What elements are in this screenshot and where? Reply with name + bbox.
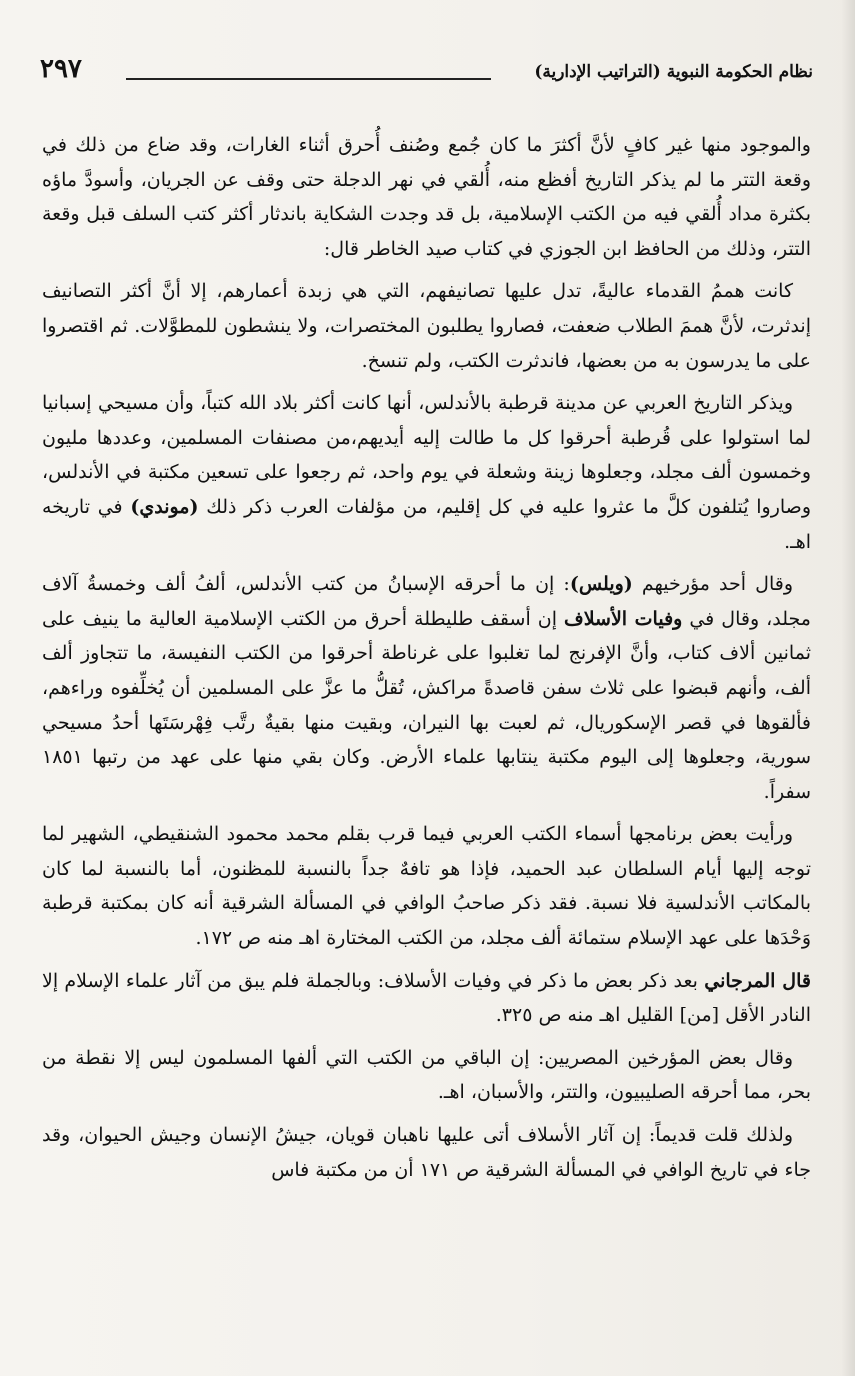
paragraph-text: : إن ما أحرقه الإسبانُ من كتب الأندلس، ألفُ ألف وخمسةُ آلاف مجلد، وقال في [42,573,811,630]
paragraph-text: كانت هممُ القدماء عاليةً، تدل عليها تصانيفهم، التي هي زبدة أعمارهم، إلا أنَّ أكثر التصانيف إندثرت، لأنَّ هممَ الطلاب ضعفت، فصاروا يطلبون المختصرات، ولا ينشطون للمطوَّلات. ثم اقتصروا على ما يدرسون به من بعضها، فاندثرت الكتب، ولم تنسخ. [42,280,811,372]
paragraph-3 [42,386,811,559]
running-title: نظام الحكومة النبوية (التراتيب الإدارية) [534,62,813,82]
paragraph-text: وقال بعض المؤرخين المصريين: إن الباقي من الكتب التي ألفها المسلمون ليس إلا نقطة من بحر، مما أحرقه الصليبيون، والتتر، والأسبان، اهـ. [42,1046,811,1104]
author-name-bold: قال المرجاني [704,969,811,992]
paragraph-5 [42,817,811,955]
paragraph-8 [42,1118,811,1187]
book-title-bold: وفيات الأسلاف [564,607,683,630]
paragraph-text: ويذكر التاريخ العربي عن مدينة قرطبة بالأندلس، أنها كانت أكثر بلاد الله كتباً، وأن مسيحي إسبانيا لما استولوا على قُرطبة أحرقوا كل ما طالت إليه أيديهم،من مصنفات المسلمين، وعددها مليون وخمسون ألف مجلد، وجعلوها زينة وشعلة في يوم واحد، ثم رجعوا على تسعين مكتبة في الأندلس، وصاروا يُتلفون كلَّ ما عثروا عليه في كل إقليم، من مؤلفات العرب ذكر ذلك [42,392,811,518]
paragraph-2 [42,274,811,378]
paragraph-text: وقال أحد مؤرخيهم [632,573,793,596]
page-header [40,52,813,92]
page-number: ٢٩٧ [40,54,82,84]
paragraph-text: إن أسقف طليطلة أحرق من الكتب الإسلامية العالية ما ينيف على ثمانين ألاف كتاب، وأنَّ الإفرنج لما تغلبوا على غرناطة أحرقوا من الكتب النفيسة، ما تتجاوز ألف ألف، وأنهم قبضوا على ثلاث سفن قاصدةً مراكش، تُقلُّ ما عزَّ على المسلمين أن يُخلِّفوه وراءهم، فألقوها في قصر الإسكوريال، ثم لعبت بها النيران، وبقيت منها بقيةٌ رتَّب فِهْرسَتَها أحدُ مسيحي سورية، وجعلوها إلى اليوم مكتبة ينتابها علماء الأرض. وكان بقي منها على عهد من رتبها ١٨٥١ سفراً. [42,607,811,803]
paragraph-1 [42,128,811,266]
paragraph-text: والموجود منها غير كافٍ لأنَّ أكثرَ ما كان جُمع وصُنف أُحرق أثناء الغارات، وقد ضاع من ذلك في وقعة التتر ما لم يذكر التاريخ أفظع منه، أُلقي في نهر الدجلة حتى وقف عن الجريان، وأسودَّ ماؤه بكثرة مداد أُلقي فيه من الكتب الإسلامية، بل قد وجدت الشكاية باندثار أكثر كتب السلف قبل وقعة التتر، وذلك من الحافظ ابن الجوزي في كتاب صيد الخاطر قال: [42,134,811,260]
paragraph-text: ولذلك قلت قديماً: إن آثار الأسلاف أتى عليها ناهبان قويان، جيشُ الإنسان وجيش الحيوان، وقد جاء في تاريخ الوافي في المسألة الشرقية ص ١٧١ أن من مكتبة فاس [42,1124,811,1181]
binding-shadow [841,0,855,1376]
paragraph-6 [42,964,811,1033]
paragraph-4 [42,567,811,809]
paragraph-text: بعد ذكر بعض ما ذكر في وفيات الأسلاف: وبالجملة فلم يبق من آثار علماء الإسلام إلا النادر الأقل [من] القليل اهـ منه ص ٣٢٥. [42,969,811,1027]
page-body [42,128,811,1195]
paragraph-7 [42,1041,811,1110]
author-name-bold: (موندي) [130,495,199,518]
paragraph-text: في تاريخه اهـ. [42,495,811,553]
author-name-bold: (ويلس) [569,573,633,596]
header-rule [126,78,491,80]
paragraph-text: ورأيت بعض برنامجها أسماء الكتب العربي فيما قرب بقلم محمد محمود الشنقيطي، الشهير لما توجه إليها أيام السلطان عبد الحميد، فإذا هو تافهٌ جداً بالنسبة للمظنون، أما بالنسبة لما كان بالمكاتب الأندلسية فلا نسبة. فقد ذكر صاحبُ الوافي في المسألة الشرقية أنه كان بمكتبة قرطبة وَحْدَها على عهد الإسلام ستمائة ألف مجلد، من الكتب المختارة اهـ منه ص ١٧٢. [42,823,811,950]
